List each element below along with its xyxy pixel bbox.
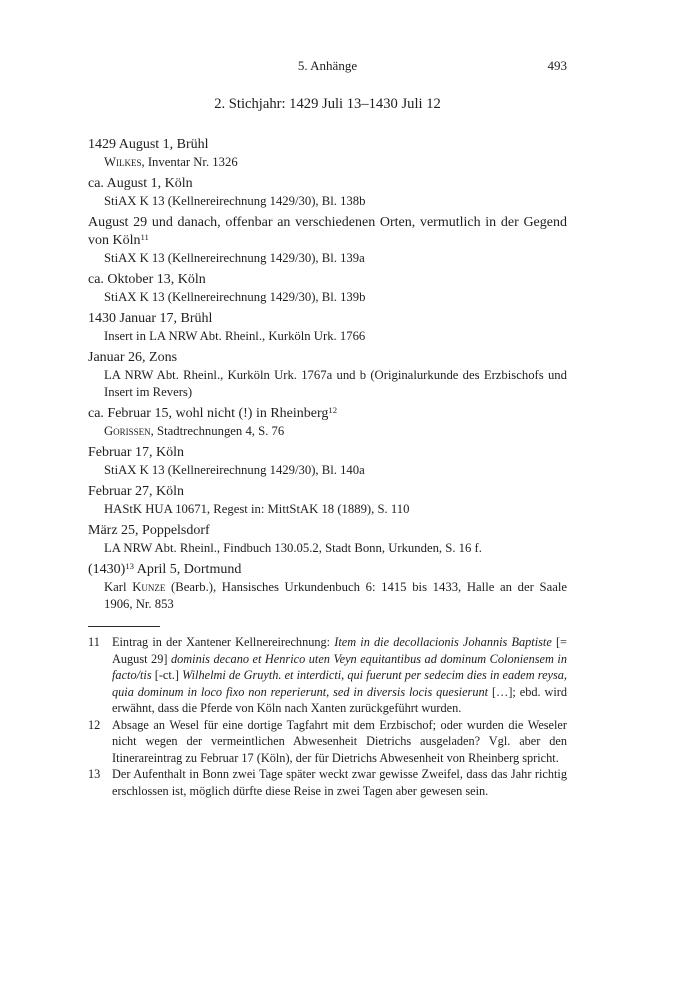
footnote-text xyxy=(112,766,567,799)
itinerary-entry xyxy=(88,214,567,267)
footnote xyxy=(88,634,567,717)
footnote-number: 11 xyxy=(88,635,100,649)
text-segment: StiAX K 13 (Kellnereirechnung 1429/30), Bl. 139a xyxy=(104,251,365,265)
entry-source-citation xyxy=(88,154,567,171)
text-segment: Insert in LA NRW Abt. Rheinl., Kurköln Urk. 1766 xyxy=(104,329,366,343)
text-segment: Februar 27, Köln xyxy=(88,484,185,499)
text-segment: StiAX K 13 (Kellnereirechnung 1429/30), Bl. 138b xyxy=(104,194,366,208)
footnote xyxy=(88,766,567,799)
entry-date-heading xyxy=(88,444,567,462)
header-section-title: 5. Anhänge xyxy=(297,58,358,73)
text-segment: 1429 August 1, Brühl xyxy=(88,137,209,152)
text-segment: Eintrag in der Xantener Kellnereirechnung: xyxy=(112,635,335,649)
itinerary-entry xyxy=(88,444,567,479)
text-segment: […]; ebd. wird erwähnt, dass die Pferde von Köln nach Xanten zurückgeführt wurden. xyxy=(112,684,567,715)
text-segment: (Bearb.), Hansisches Urkundenbuch 6: 1415 bis 1433, Halle an der Saale 1906, Nr. 853 xyxy=(104,580,568,611)
entry-date-heading xyxy=(88,310,567,328)
text-segment: ca. Oktober 13, Köln xyxy=(88,272,206,287)
entry-source-citation xyxy=(88,367,567,401)
footnote-reference: 11 xyxy=(140,232,149,243)
entry-source-citation xyxy=(88,462,567,479)
footnote-divider xyxy=(88,626,160,627)
entry-date-heading xyxy=(88,136,567,154)
entry-date-heading xyxy=(88,175,567,193)
entry-date-heading xyxy=(88,349,567,367)
footnote xyxy=(88,717,567,767)
footnote-list xyxy=(88,634,567,799)
text-segment: Wilhelmi de Gruyth. et interdicti, qui fuerunt per sedecim dies in eadem reysa, quia dominum in loco fixo non reperierunt, sed in diversis locis quesierunt xyxy=(112,668,567,699)
text-segment: LA NRW Abt. Rheinl., Kurköln Urk. 1767a und b (Originalurkunde des Erzbischofs und Insert im Revers) xyxy=(104,368,567,399)
footnote-number: 12 xyxy=(88,717,101,732)
text-segment: [= August 29] xyxy=(112,635,567,666)
text-segment: Karl xyxy=(104,580,133,594)
footnote-text xyxy=(112,634,567,717)
entry-source-citation xyxy=(88,289,567,306)
text-segment: Der Aufenthalt in Bonn zwei Tage später weckt zwar gewisse Zweifel, dass das Jahr richtig erschlossen ist, möglich dürfte diese Reise in zwei Tagen aber gewesen sein. xyxy=(112,767,567,798)
footnote-text xyxy=(112,717,567,767)
footnote-number: 13 xyxy=(88,767,101,781)
entry-source-citation xyxy=(88,250,567,267)
text-segment: Item in die decollacionis Johannis Baptiste xyxy=(334,635,552,649)
text-segment: Januar 26, Zons xyxy=(88,350,178,365)
entry-source-citation xyxy=(88,540,567,557)
entry-date-heading xyxy=(88,214,567,250)
text-segment: ca. Februar 15, wohl nicht (!) in Rheinberg xyxy=(88,406,329,421)
entry-source-citation xyxy=(88,579,567,613)
entry-source-citation xyxy=(88,423,567,440)
itinerary-list xyxy=(88,136,567,613)
text-segment: Februar 17, Köln xyxy=(88,445,185,460)
text-segment: StiAX K 13 (Kellnereirechnung 1429/30), Bl. 140a xyxy=(104,463,365,477)
itinerary-entry xyxy=(88,310,567,345)
itinerary-entry xyxy=(88,349,567,401)
entry-date-heading xyxy=(88,561,567,579)
text-segment: [-ct.] xyxy=(151,668,183,682)
footnote-reference: 13 xyxy=(125,561,134,572)
itinerary-entry xyxy=(88,522,567,557)
text-segment: , Stadtrechnungen 4, S. 76 xyxy=(150,424,285,438)
entry-date-heading xyxy=(88,405,567,423)
text-segment: 1430 Januar 17, Brühl xyxy=(88,311,213,326)
itinerary-entry xyxy=(88,405,567,440)
entry-date-heading xyxy=(88,271,567,289)
itinerary-entry xyxy=(88,136,567,171)
text-segment: Kunze xyxy=(132,580,166,594)
text-segment: LA NRW Abt. Rheinl., Findbuch 130.05.2, Stadt Bonn, Urkunden, S. 16 f. xyxy=(104,541,482,555)
itinerary-entry xyxy=(88,271,567,306)
itinerary-entry xyxy=(88,175,567,210)
entry-date-heading xyxy=(88,522,567,540)
text-segment: StiAX K 13 (Kellnereirechnung 1429/30), Bl. 139b xyxy=(104,290,366,304)
text-segment: März 25, Poppelsdorf xyxy=(88,523,210,538)
page-number: 493 xyxy=(547,58,567,73)
text-segment: HAStK HUA 10671, Regest in: MittStAK 18 (1889), S. 110 xyxy=(104,502,410,516)
text-segment: April 5, Dortmund xyxy=(134,562,242,577)
text-segment: , Inventar Nr. 1326 xyxy=(141,155,238,169)
itinerary-entry xyxy=(88,483,567,518)
text-segment: Wilkes xyxy=(104,155,142,169)
entry-date-heading xyxy=(88,483,567,501)
text-segment: (1430) xyxy=(88,562,126,577)
text-segment: Gorissen xyxy=(104,424,151,438)
footnote-reference: 12 xyxy=(328,405,338,416)
running-header xyxy=(88,58,567,74)
section-title: 2. Stichjahr: 1429 Juli 13–1430 Juli 12 xyxy=(214,96,441,112)
text-segment: August 29 und danach, offenbar an verschiedenen Orten, vermutlich in der Gegend von Köln xyxy=(88,215,567,248)
text-segment: ca. August 1, Köln xyxy=(88,176,193,191)
page-content xyxy=(88,58,567,799)
itinerary-entry xyxy=(88,561,567,613)
footnotes-section xyxy=(88,626,567,799)
entry-source-citation xyxy=(88,501,567,518)
entry-source-citation xyxy=(88,328,567,345)
entry-source-citation xyxy=(88,193,567,210)
text-segment: Absage an Wesel für eine dortige Tagfahrt mit dem Erzbischof; oder wurden die Weseler nicht wegen der vermeintlichen Abwesenheit Dietrichs ausgeladen? Vgl. aber den Itinerareintrag zu Februar 17 (Köln), der für Dietrichs Abwesenheit von Rheinberg spricht. xyxy=(112,717,567,765)
text-segment: dominis decano et Henrico uten Veyn equitantibus ad dominum Coloniensem in facto/tis xyxy=(112,651,567,682)
